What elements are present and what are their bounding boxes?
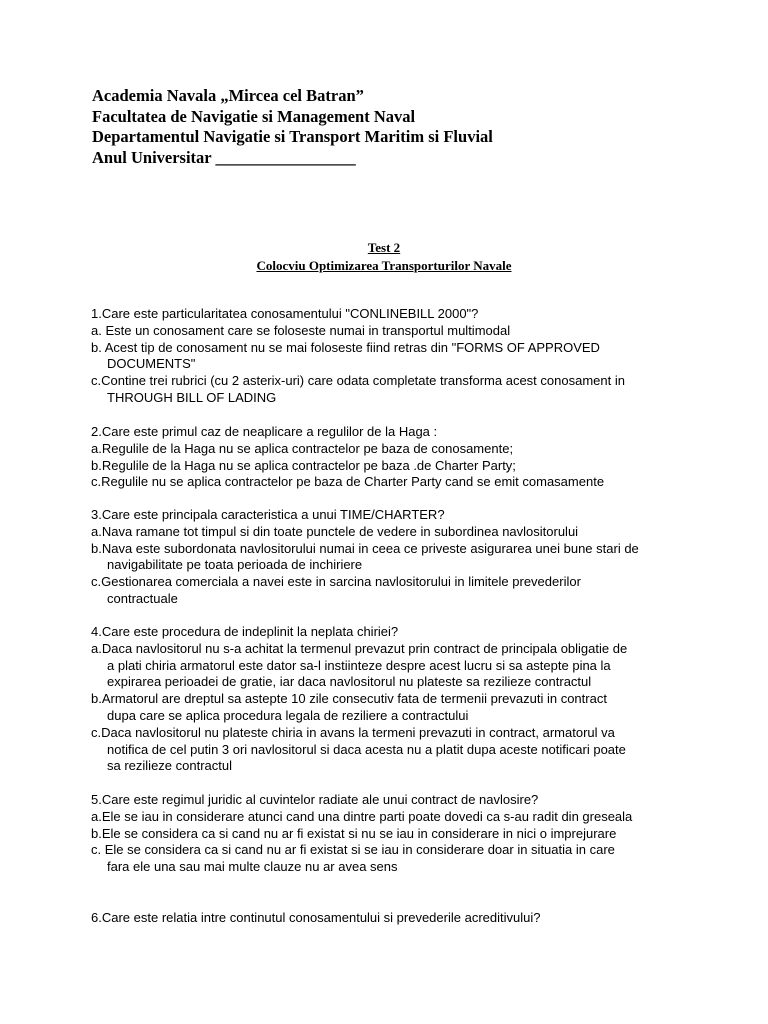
question-2 — [91, 424, 691, 491]
question-text: 6.Care este relatia intre continutul conosamentului si prevederile acreditivului? — [91, 910, 541, 925]
answer-c-continued: fara ele una sau mai multe clauze nu ar avea sens — [107, 859, 398, 875]
question-4 — [91, 624, 691, 775]
header-faculty: Facultatea de Navigatie si Management Naval — [92, 106, 416, 126]
answer-b-continued: navigabilitate pe toata perioada de inchiriere — [107, 557, 363, 573]
answer-a-continued: expirarea perioadei de gratie, iar daca navlositorul nu plateste sa rezilieze contractul — [107, 674, 592, 690]
header-department: Departamentul Navigatie si Transport Maritim si Fluvial — [92, 127, 493, 146]
question-3 — [91, 507, 691, 608]
answer-c: c.Gestionarea comerciala a navei este in sarcina navlositorului in limitele prevederilor — [91, 574, 581, 590]
answer-b: b.Regulile de la Haga nu se aplica contractelor pe baza .de Charter Party; — [91, 457, 516, 473]
answer-a: a.Regulile de la Haga nu se aplica contractelor pe baza de conosamente; — [91, 440, 514, 456]
question-text: 5.Care este regimul juridic al cuvintelor radiate ale unui contract de navlosire? — [91, 792, 539, 807]
question-text: 2.Care este primul caz de neaplicare a regulilor de la Haga : — [91, 424, 438, 439]
question-text: 1.Care este particularitatea conosamentului "CONLINEBILL 2000"? — [91, 306, 479, 321]
answer-a: a.Ele se iau in considerare atunci cand una dintre parti poate dovedi ca s-au radit din greseala — [91, 808, 633, 824]
header-academy: Academia Navala „Mircea cel Batran” — [92, 86, 364, 105]
answer-c-continued: sa rezilieze contractul — [107, 758, 232, 774]
institution-header — [92, 86, 732, 168]
answer-a: a.Daca navlositorul nu s-a achitat la termenul prevazut prin contract de principala obligatie de — [91, 640, 628, 656]
answer-c-continued: THROUGH BILL OF LADING — [107, 389, 277, 405]
answer-a: a.Nava ramane tot timpul si din toate punctele de vedere in subordinea navlositorului — [91, 523, 579, 539]
answer-a-continued: a plati chiria armatorul este dator sa-l instiinteze despre acest lucru si sa astepte pina la — [107, 657, 611, 673]
question-text: 3.Care este principala caracteristica a unui TIME/CHARTER? — [91, 507, 445, 522]
answer-a: a. Este un conosament care se foloseste numai in transportul multimodal — [91, 322, 511, 338]
question-text: 4.Care este procedura de indeplinit la neplata chiriei? — [91, 624, 399, 639]
answer-b: b. Acest tip de conosament nu se mai foloseste fiind retras din "FORMS OF APPROVED — [91, 339, 600, 355]
question-5 — [91, 792, 691, 876]
question-6 — [91, 910, 691, 927]
answer-c: c.Regulile nu se aplica contractelor pe baza de Charter Party cand se emit comasamente — [91, 474, 605, 490]
answer-b: b.Armatorul are dreptul sa astepte 10 zile consecutiv fata de termenii prevazuti in contract — [91, 691, 607, 707]
header-academic-year: Anul Universitar _________________ — [92, 147, 356, 167]
answer-c: c. Ele se considera ca si cand nu ar fi existat si se iau in considerare doar in situatia in care — [91, 842, 615, 858]
answer-c: c.Contine trei rubrici (cu 2 asterix-uri) care odata completate transforma acest conosament in — [91, 373, 625, 389]
answer-b-continued: DOCUMENTS" — [107, 356, 196, 372]
answer-c-continued: notifica de cel putin 3 ori navlositorul si daca acesta nu a platit dupa aceste notificari poate — [107, 741, 626, 757]
test-title: Test 2 — [367, 240, 401, 255]
answer-c: c.Daca navlositorul nu plateste chiria in avans la termeni prevazuti in contract, armatorul va — [91, 724, 615, 740]
answer-c-continued: contractuale — [107, 590, 178, 606]
answer-b-continued: dupa care se aplica procedura legala de reziliere a contractului — [107, 707, 469, 723]
answer-b: b.Nava este subordonata navlositorului numai in ceea ce priveste asigurarea unei bune stari de — [91, 540, 639, 556]
test-subtitle: Colocviu Optimizarea Transporturilor Navale — [256, 258, 512, 273]
question-1 — [91, 306, 691, 407]
answer-b: b.Ele se considera ca si cand nu ar fi existat si nu se iau in considerare in nici o imprejurare — [91, 825, 617, 841]
